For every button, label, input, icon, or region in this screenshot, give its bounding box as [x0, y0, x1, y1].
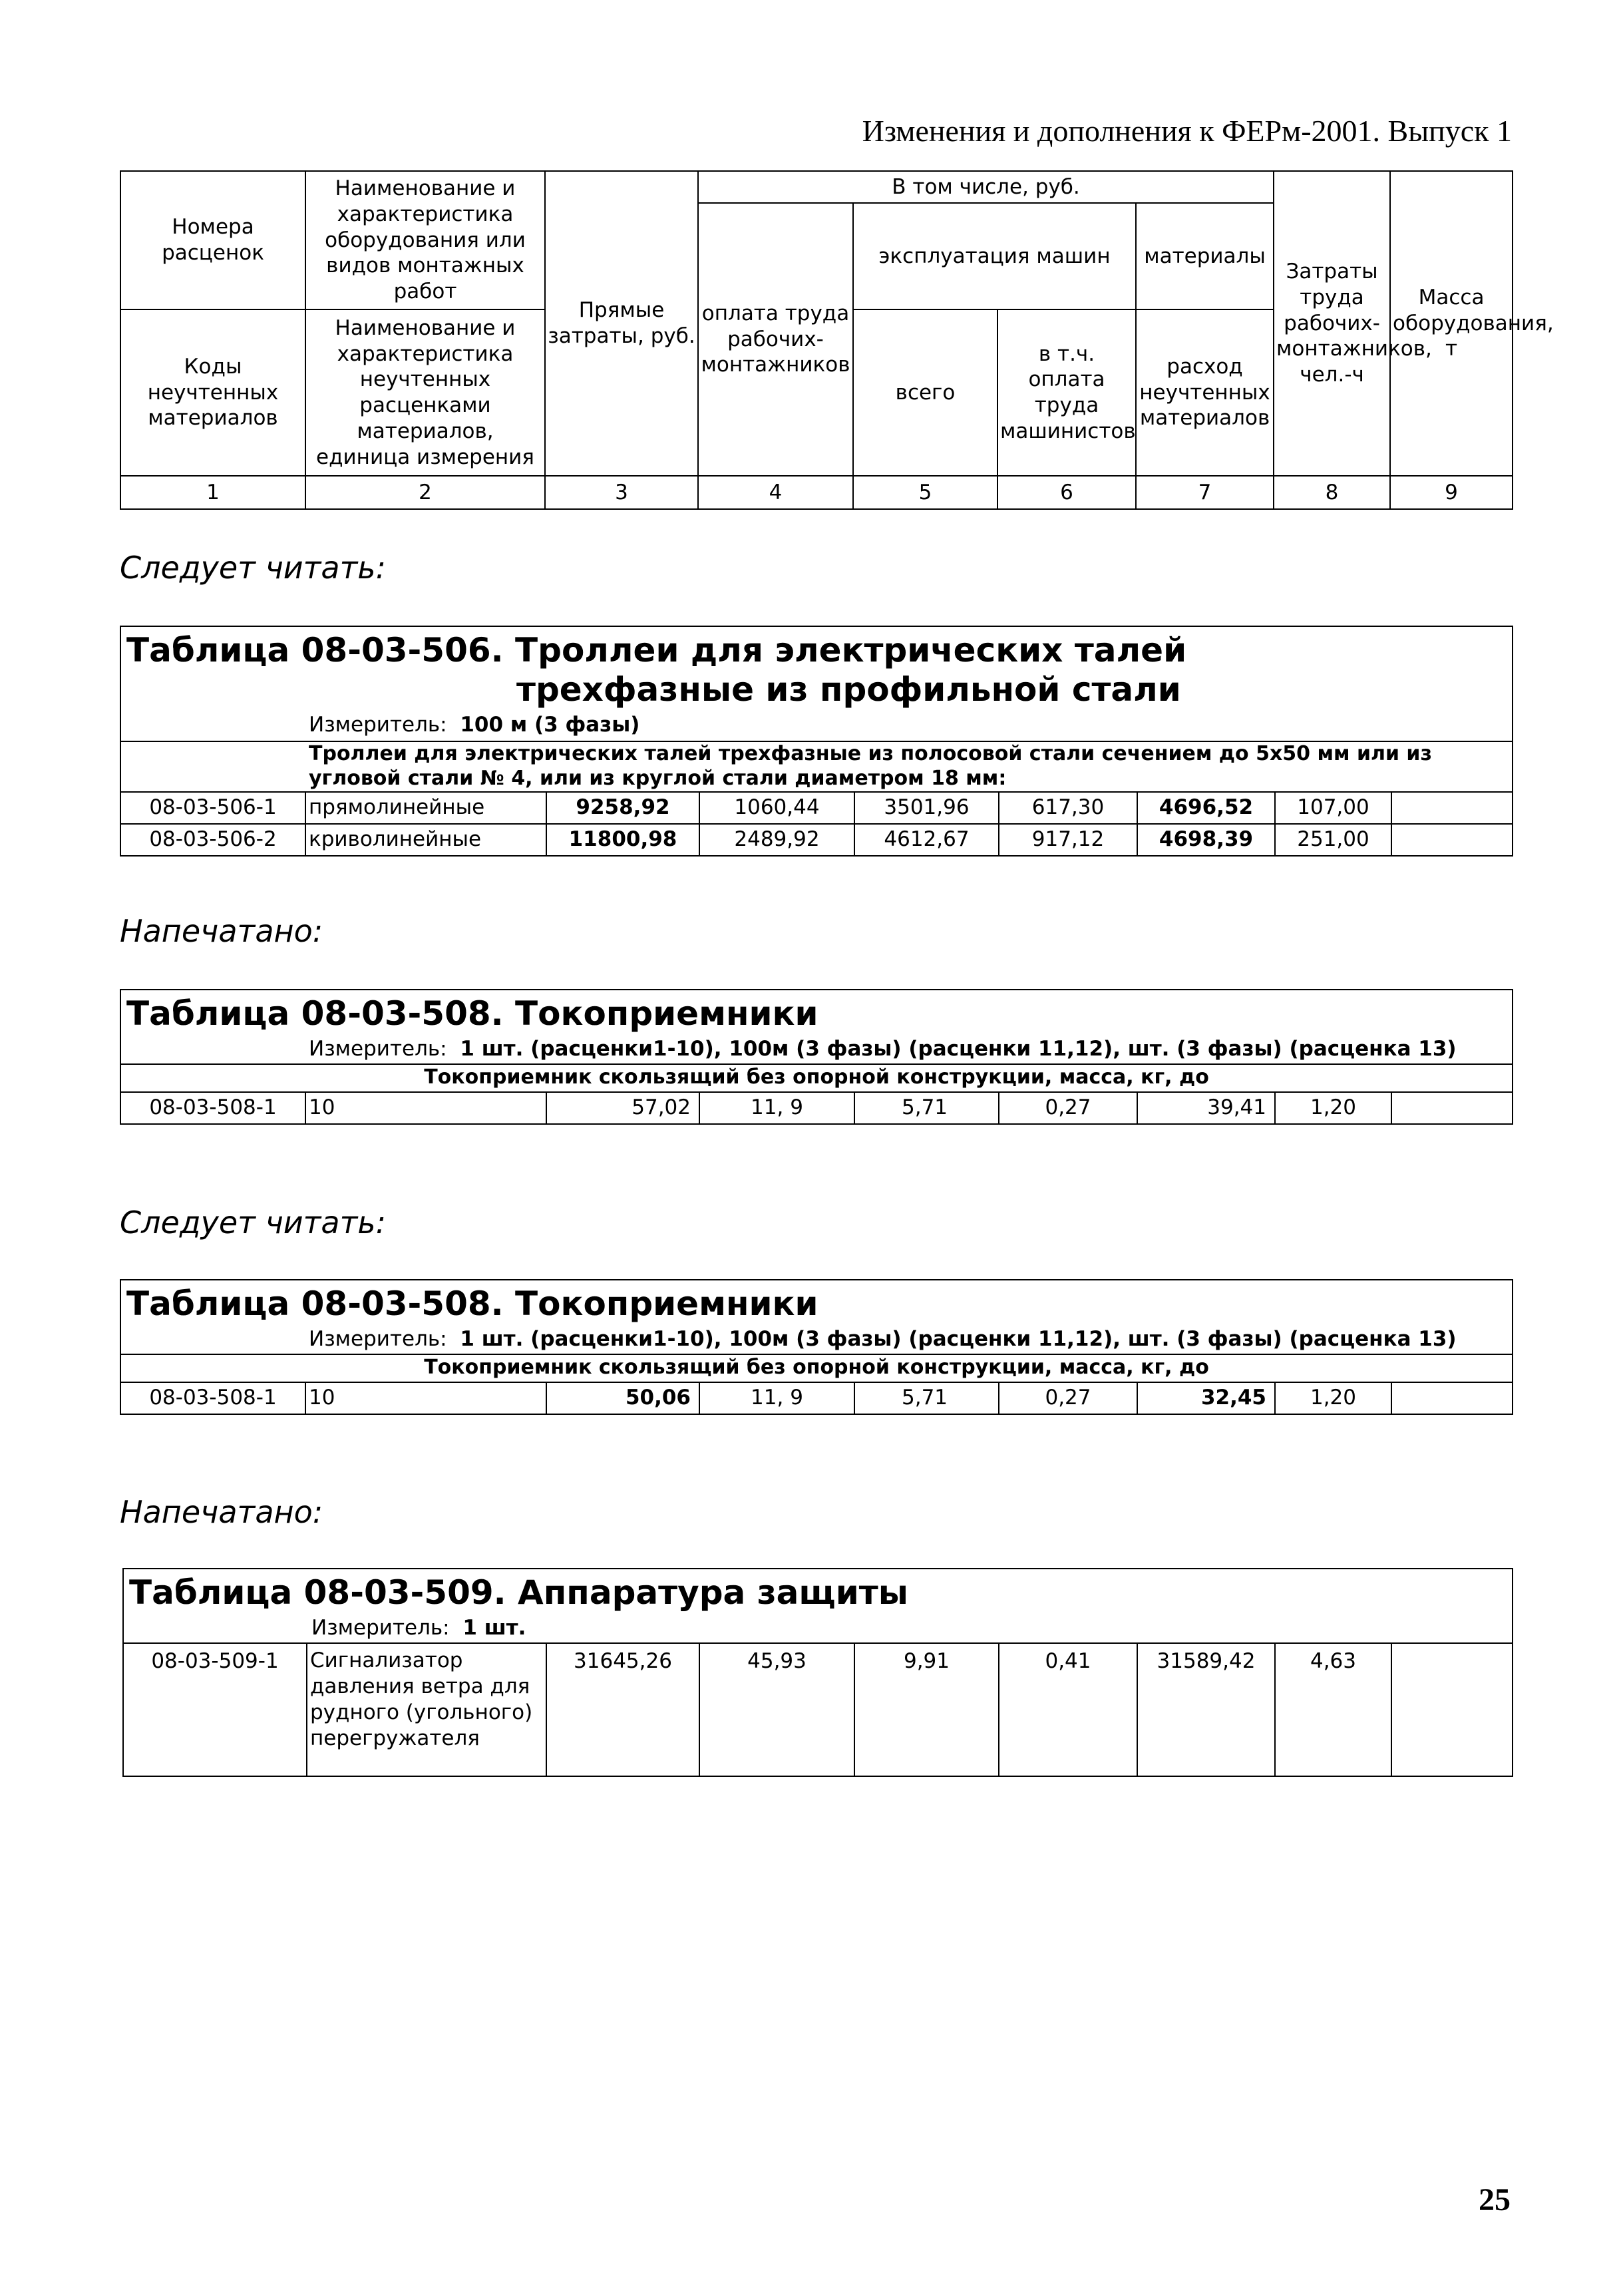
worker-pay: 1060,44 [699, 792, 854, 824]
header-machine-operation: эксплуатация машин [853, 203, 1136, 309]
measure-value: 100 м (3 фазы) [460, 713, 640, 737]
labor-costs: 4,63 [1275, 1643, 1391, 1776]
machines-total: 3501,96 [854, 792, 999, 824]
measure-line [124, 1615, 1512, 1642]
rate-code: 08-03-508-1 [120, 1382, 305, 1414]
worker-pay: 45,93 [699, 1643, 854, 1776]
table-title: Таблица 08-03-509. Аппаратура защиты [129, 1573, 908, 1612]
machines-total: 5,71 [854, 1382, 999, 1414]
table-title-line1: Таблица 08-03-506. Троллеи для электрических талей [126, 631, 1187, 670]
table-title-line2: трехфазные из профильной стали [516, 670, 1181, 709]
direct-costs: 50,06 [546, 1382, 699, 1414]
table-subheader: Токоприемник скользящий без опорной конструкции, масса, кг, до [120, 1354, 1513, 1382]
machines-total: 4612,67 [854, 824, 999, 856]
header-material-codes: Коды неучтенных материалов [120, 309, 305, 476]
header-col-number: 5 [853, 476, 997, 509]
header-materials: материалы [1136, 203, 1274, 309]
machines-total: 5,71 [854, 1092, 999, 1124]
machinist-pay: 0,41 [999, 1643, 1137, 1776]
header-rate-numbers: Номера расценок [120, 171, 305, 309]
measure-value: 1 шт. (расценки1-10), 100м (3 фазы) (расценки 11,12), шт. (3 фазы) (расценка 13) [460, 1037, 1457, 1061]
table-title [121, 627, 1512, 712]
materials: 4698,39 [1137, 824, 1275, 856]
header-col-number: 2 [305, 476, 545, 509]
header-col-number: 3 [545, 476, 698, 509]
labor-costs: 107,00 [1275, 792, 1391, 824]
measure-value: 1 шт. (расценки1-10), 100м (3 фазы) (расценки 11,12), шт. (3 фазы) (расценка 13) [460, 1327, 1457, 1351]
header-col-number: 4 [698, 476, 853, 509]
measure-value: 1 шт. [462, 1616, 526, 1640]
table-08-03-508-corrected [120, 1279, 1513, 1415]
rate-code: 08-03-506-2 [120, 824, 305, 856]
section-label-should-read: Следует читать: [120, 1205, 387, 1241]
header-work-name: Наименование и характеристика оборудования или видов монтажных работ [305, 171, 545, 309]
worker-pay: 11, 9 [699, 1092, 854, 1124]
header-material-name: Наименование и характеристика неучтенных расценками материалов, единица измерения [305, 309, 545, 476]
rate-name: 10 [305, 1092, 546, 1124]
table-08-03-509 [122, 1568, 1513, 1777]
rate-name: криволинейные [305, 824, 546, 856]
rate-code: 08-03-508-1 [120, 1092, 305, 1124]
header-labor-costs: Затраты труда рабочих-монтажников, чел.-ч [1274, 171, 1390, 476]
section-label-printed: Напечатано: [120, 1494, 323, 1530]
labor-costs: 251,00 [1275, 824, 1391, 856]
measure-line [121, 1036, 1512, 1063]
direct-costs: 11800,98 [546, 824, 699, 856]
worker-pay: 11, 9 [699, 1382, 854, 1414]
measure-label: Измеритель: [309, 713, 447, 737]
table-subheader: Троллеи для электрических талей трехфазные из полосовой стали сечением до 5х50 мм или из угловой стали № 4, или из круглой стали диаметром 18 мм: [120, 741, 1513, 792]
equipment-mass [1391, 792, 1513, 824]
worker-pay: 2489,92 [699, 824, 854, 856]
header-col-number: 8 [1274, 476, 1390, 509]
labor-costs: 1,20 [1275, 1382, 1391, 1414]
rate-name: 10 [305, 1382, 546, 1414]
header-material-consumption: расход неучтенных материалов [1136, 309, 1274, 476]
table-08-03-508-printed [120, 989, 1513, 1125]
header-including: В том числе, руб. [698, 171, 1274, 203]
machinist-pay: 0,27 [999, 1092, 1137, 1124]
header-machinist-pay: в т.ч. оплата труда машинистов [997, 309, 1136, 476]
table-title: Таблица 08-03-508. Токоприемники [126, 1284, 818, 1323]
measure-line [121, 1326, 1512, 1354]
measure-label: Измеритель: [309, 1037, 447, 1061]
machinist-pay: 917,12 [999, 824, 1137, 856]
rate-name: прямолинейные [305, 792, 546, 824]
page-number: 25 [1479, 2182, 1511, 2217]
machinist-pay: 617,30 [999, 792, 1137, 824]
page-header: Изменения и дополнения к ФЕРм-2001. Выпуск 1 [862, 114, 1512, 148]
section-label-should-read: Следует читать: [120, 550, 387, 586]
equipment-mass [1391, 1092, 1513, 1124]
measure-label: Измеритель: [311, 1616, 450, 1640]
header-equipment-mass: Масса оборудования, т [1390, 171, 1513, 476]
header-direct-costs: Прямые затраты, руб. [545, 171, 698, 476]
rate-code: 08-03-506-1 [120, 792, 305, 824]
column-header-table [120, 170, 1554, 510]
machines-total: 9,91 [854, 1643, 999, 1776]
table-title: Таблица 08-03-508. Токоприемники [126, 994, 818, 1033]
header-worker-pay: оплата труда рабочих-монтажников [698, 203, 853, 476]
direct-costs: 57,02 [546, 1092, 699, 1124]
machinist-pay: 0,27 [999, 1382, 1137, 1414]
section-label-printed: Напечатано: [120, 913, 323, 949]
measure-line [121, 712, 1512, 741]
header-col-number: 6 [997, 476, 1136, 509]
rate-code: 08-03-509-1 [123, 1643, 307, 1776]
table-subheader: Токоприемник скользящий без опорной конструкции, масса, кг, до [120, 1064, 1513, 1092]
measure-label: Измеритель: [309, 1327, 447, 1351]
header-col-number: 9 [1390, 476, 1513, 509]
direct-costs: 31645,26 [546, 1643, 699, 1776]
equipment-mass [1391, 1643, 1513, 1776]
direct-costs: 9258,92 [546, 792, 699, 824]
table-08-03-506 [120, 626, 1513, 857]
header-col-number: 1 [120, 476, 305, 509]
equipment-mass [1391, 1382, 1513, 1414]
labor-costs: 1,20 [1275, 1092, 1391, 1124]
equipment-mass [1391, 824, 1513, 856]
materials: 32,45 [1137, 1382, 1275, 1414]
materials: 31589,42 [1137, 1643, 1275, 1776]
rate-name: Сигнализатор давления ветра для рудного (угольного) перегружателя [307, 1643, 546, 1776]
header-machines-total: всего [853, 309, 997, 476]
materials: 39,41 [1137, 1092, 1275, 1124]
materials: 4696,52 [1137, 792, 1275, 824]
header-col-number: 7 [1136, 476, 1274, 509]
